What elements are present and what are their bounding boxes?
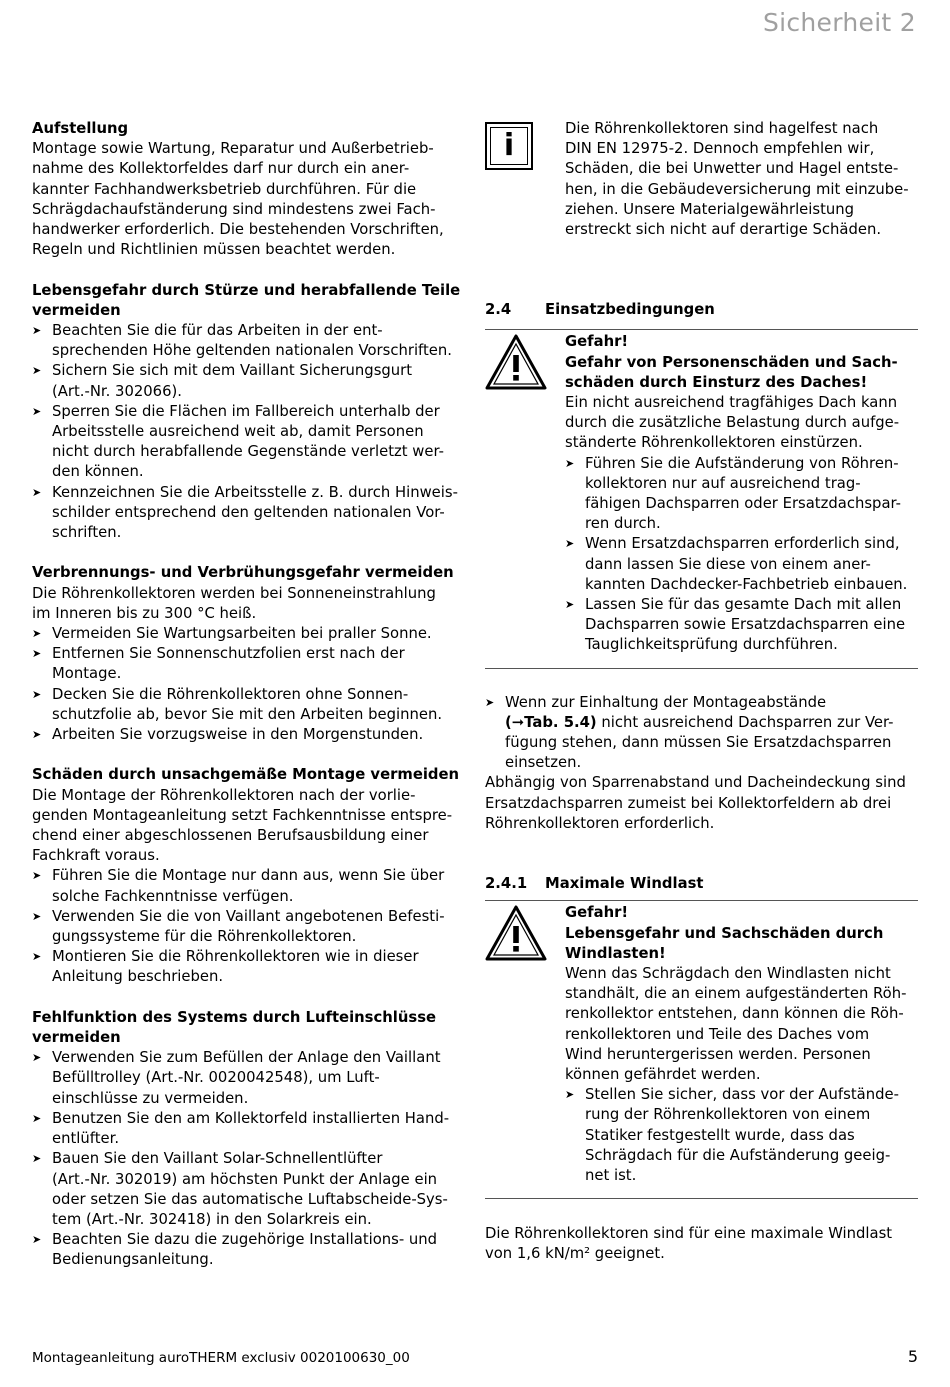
section-heading-montage: Schäden durch unsachgemäße Montage vermeiden (32, 766, 460, 784)
text-line: ➤ Führen Sie die Aufständerung von Röhren- (585, 454, 899, 472)
left-column (32, 119, 472, 1271)
bullet-item (32, 866, 472, 906)
text-line: Dachsparren sowie Ersatzdachsparren eine (585, 616, 906, 634)
text-line: ➤ Lassen Sie für das gesamte Dach mit allen (585, 596, 902, 614)
text-line: schriften. (52, 524, 122, 542)
text-line: sprechenden Höhe geltenden nationalen Vorschriften. (52, 342, 452, 360)
bullet-item (32, 685, 472, 725)
text-line: im Inneren bis zu 300 °C heiß. (32, 604, 257, 622)
section-heading-2-4 (485, 300, 918, 320)
text-line: ziehen. Unsere Materialgewährleistung (565, 200, 855, 218)
bullet-item (565, 595, 918, 656)
text-line: ➤ Kennzeichnen Sie die Arbeitsstelle z. B. durch Hinweis- (52, 483, 458, 501)
text-line: tem (Art.-Nr. 302418) in den Solarkreis ein. (52, 1210, 372, 1228)
text-line: Tauglichkeitsprüfung durchführen. (585, 636, 838, 654)
info-note (485, 119, 918, 240)
text-line: ➤ Wenn zur Einhaltung der Montageabstände (505, 693, 827, 711)
text-line: ➤ Beachten Sie die für das Arbeiten in der ent- (52, 322, 383, 340)
warning-triangle-icon (485, 903, 565, 1186)
warning-triangle-icon (485, 332, 565, 655)
text-line: schilder entsprechend den geltenden nationalen Vor- (52, 503, 445, 521)
bullet-item (32, 321, 472, 361)
text-line: Ein nicht ausreichend tragfähiges Dach kann (565, 394, 898, 412)
text-line: einsetzen. (505, 754, 582, 772)
text-line: Wind heruntergerissen werden. Personen (565, 1045, 871, 1063)
bullet-item (32, 483, 472, 544)
text-line: ren durch. (585, 515, 661, 533)
text-line: Montage sowie Wartung, Reparatur und Außerbetrieb- (32, 140, 434, 158)
bullet-item (485, 693, 918, 774)
text-fragment: nicht ausreichend Dachsparren zur Ver- (596, 713, 894, 731)
text-line: Ersatzdachsparren zumeist bei Kollektorfeldern ab drei (485, 794, 892, 812)
warning-title-line: Gefahr von Personenschäden und Sach- (565, 353, 898, 371)
bullet-item (565, 454, 918, 535)
text-line: Arbeitsstelle ausreichend weit ab, damit Personen (52, 423, 424, 441)
text-line: oder setzen Sie das automatische Luftabscheide-Sys- (52, 1190, 448, 1208)
text-line: dann lassen Sie diese von einem aner- (585, 555, 871, 573)
text-line: solche Fachkenntnisse verfügen. (52, 887, 294, 905)
bullet-item (32, 725, 472, 745)
text-line: Die Röhrenkollektoren werden bei Sonneneinstrahlung (32, 584, 436, 602)
bullet-item (32, 361, 472, 401)
info-icon-letter: i (503, 128, 515, 163)
text-line: Statiker festgestellt wurde, dass das (585, 1126, 855, 1144)
bullet-item (32, 1048, 472, 1109)
warning-title-line: Windlasten! (565, 944, 666, 962)
text-line: Schäden, die bei Unwetter und Hagel entste- (565, 160, 899, 178)
warning-title-line: schäden durch Einsturz des Daches! (565, 373, 868, 391)
text-line: ➤ Entfernen Sie Sonnenschutzfolien erst nach der (52, 645, 405, 663)
text-line: Fachkraft voraus. (32, 847, 160, 865)
section-title: Maximale Windlast (545, 875, 704, 893)
bullet-item (32, 1149, 472, 1230)
text-line: handwerker erforderlich. Die bestehenden Vorschriften, (32, 221, 444, 239)
text-line: kollektoren nur auf ausreichend trag- (585, 474, 861, 492)
heading-line: vermeiden (32, 301, 121, 319)
text-line: fähigen Dachsparren oder Ersatzdachspar- (585, 495, 901, 513)
text-line: gungssysteme für die Röhrenkollektoren. (52, 928, 357, 946)
footer-document-title: Montageanleitung auroTHERM exclusiv 0020100630_00 (32, 1350, 410, 1366)
section-heading-2-4-1 (485, 874, 918, 894)
text-line: Montage. (52, 665, 122, 683)
text-line: genden Montageanleitung setzt Fachkenntnisse entspre- (32, 806, 453, 824)
bullet-item (32, 402, 472, 483)
text-line: rung der Röhrenkollektoren von einem (585, 1106, 871, 1124)
right-column (485, 119, 918, 1265)
text-line: ➤ Benutzen Sie den am Kollektorfeld installierten Hand- (52, 1109, 450, 1127)
text-line: Regeln und Richtlinien müssen beachtet werden. (32, 241, 396, 259)
info-text (565, 119, 909, 240)
text-line: von 1,6 kN/m² geeignet. (485, 1245, 665, 1263)
text-line: (Art.-Nr. 302019) am höchsten Punkt der Anlage ein (52, 1170, 438, 1188)
text-line: ➤ Decken Sie die Röhrenkollektoren ohne Sonnen- (52, 685, 409, 703)
warning-label: Gefahr! (565, 333, 629, 351)
text-line: ➤ Führen Sie die Montage nur dann aus, wenn Sie über (52, 867, 445, 885)
text-line: nahme des Kollektorfeldes darf nur durch ein aner- (32, 160, 410, 178)
text-line: standhält, die an einem aufgeständerten Röh- (565, 985, 907, 1003)
text-line: ständerte Röhrenkollektoren einstürzen. (565, 434, 863, 452)
text-line: ➤ Bauen Sie den Vaillant Solar-Schnellentlüfter (52, 1150, 383, 1168)
warning-box-windlast (485, 900, 918, 1199)
text-line (505, 713, 918, 733)
text-line: schutzfolie ab, bevor Sie mit den Arbeiten beginnen. (52, 705, 443, 723)
text-line: Die Röhrenkollektoren sind für eine maximale Windlast (485, 1225, 893, 1243)
bullet-item (565, 534, 918, 595)
text-line: den können. (52, 463, 144, 481)
heading-line: Fehlfunktion des Systems durch Lufteinschlüsse (32, 1008, 437, 1026)
bullet-item (32, 947, 472, 987)
text-line: Befülltrolley (Art.-Nr. 0020042548), um Luft- (52, 1069, 380, 1087)
footer-page-number: 5 (907, 1347, 918, 1366)
text-line: ➤ Vermeiden Sie Wartungsarbeiten bei praller Sonne. (52, 625, 432, 643)
text-line: durch die zusätzliche Belastung durch aufge- (565, 414, 900, 432)
bullet-item (32, 644, 472, 684)
table-reference-link[interactable]: (➞Tab. 5.4) (505, 713, 597, 731)
text-line: kannten Dachdecker-Fachbetrieb einbauen. (585, 575, 908, 593)
section-heading-aufstellung: Aufstellung (32, 120, 129, 137)
text-line: einschlüsse zu vermeiden. (52, 1089, 249, 1107)
section-heading-sturz (32, 281, 472, 321)
text-line: nicht durch herabfallende Gegenstände verletzt wer- (52, 443, 444, 461)
section-heading-luft (32, 1008, 472, 1048)
text-line: ➤ Wenn Ersatzdachsparren erforderlich sind, (585, 535, 900, 553)
text-line: entlüfter. (52, 1130, 120, 1148)
text-line: Anleitung beschrieben. (52, 968, 224, 986)
text-line: ➤ Montieren Sie die Röhrenkollektoren wie in dieser (52, 948, 419, 966)
paragraph-aufstellung (32, 139, 472, 260)
text-line: ➤ Verwenden Sie die von Vaillant angebotenen Befesti- (52, 907, 445, 925)
section-heading-verbrennung: Verbrennungs- und Verbrühungsgefahr vermeiden (32, 564, 454, 582)
text-line: Die Röhrenkollektoren sind hagelfest nach (565, 120, 879, 137)
text-line: Wenn das Schrägdach den Windlasten nicht (565, 964, 891, 982)
page-header-title: Sicherheit 2 (762, 8, 916, 37)
bullet-item (32, 1109, 472, 1149)
section-number: 2.4 (485, 301, 512, 319)
text-line: kannter Fachhandwerksbetrieb durchführen. Für die (32, 180, 417, 198)
warning-title-line: Lebensgefahr und Sachschäden durch (565, 924, 884, 942)
text-line: können gefährdet werden. (565, 1065, 761, 1083)
text-line: Schrägdach für die Aufständerung geeig- (585, 1146, 891, 1164)
text-line: ➤ Stellen Sie sicher, dass vor der Aufstände- (585, 1086, 899, 1104)
text-line: ➤ Beachten Sie dazu die zugehörige Installations- und (52, 1231, 438, 1249)
text-line: Röhrenkollektoren erforderlich. (485, 814, 715, 832)
text-line: hen, in die Gebäudeversicherung mit einzube- (565, 180, 909, 198)
text-line: ➤ Sperren Sie die Flächen im Fallbereich unterhalb der (52, 402, 440, 420)
heading-line: Lebensgefahr durch Stürze und herabfallende Teile (32, 281, 461, 299)
text-line: fügung stehen, dann müssen Sie Ersatzdachsparren (505, 734, 892, 752)
text-line: Abhängig von Sparrenabstand und Dacheindeckung sind (485, 774, 906, 792)
info-icon (485, 122, 533, 170)
warning-box-einsturz (485, 329, 918, 668)
text-line: ➤ Sichern Sie sich mit dem Vaillant Sicherungsgurt (52, 362, 413, 380)
bullet-item (565, 1085, 918, 1186)
text-line: erstreckt sich nicht auf derartige Schäden. (565, 221, 882, 239)
text-line: ➤ Verwenden Sie zum Befüllen der Anlage den Vaillant (52, 1049, 441, 1067)
heading-line: vermeiden (32, 1029, 121, 1047)
section-title: Einsatzbedingungen (545, 301, 715, 319)
warning-label: Gefahr! (565, 904, 629, 922)
bullet-item (32, 1230, 472, 1270)
bullet-item (32, 624, 472, 644)
text-line: Bedienungsanleitung. (52, 1251, 214, 1269)
text-line: DIN EN 12975-2. Dennoch empfehlen wir, (565, 140, 875, 158)
text-line: net ist. (585, 1166, 637, 1184)
text-line: (Art.-Nr. 302066). (52, 382, 182, 400)
text-line: chend einer abgeschlossenen Berufsausbildung einer (32, 827, 429, 845)
text-line: renkollektoren und Teile des Daches vom (565, 1025, 870, 1043)
text-line: ➤ Arbeiten Sie vorzugsweise in den Morgenstunden. (52, 726, 424, 744)
text-line: renkollektor entstehen, dann können die Röh- (565, 1005, 904, 1023)
text-line: Schrägdachaufständerung sind mindestens zwei Fach- (32, 200, 436, 218)
text-line: Die Montage der Röhrenkollektoren nach der vorlie- (32, 786, 416, 804)
bullet-item (32, 907, 472, 947)
section-number: 2.4.1 (485, 875, 528, 893)
